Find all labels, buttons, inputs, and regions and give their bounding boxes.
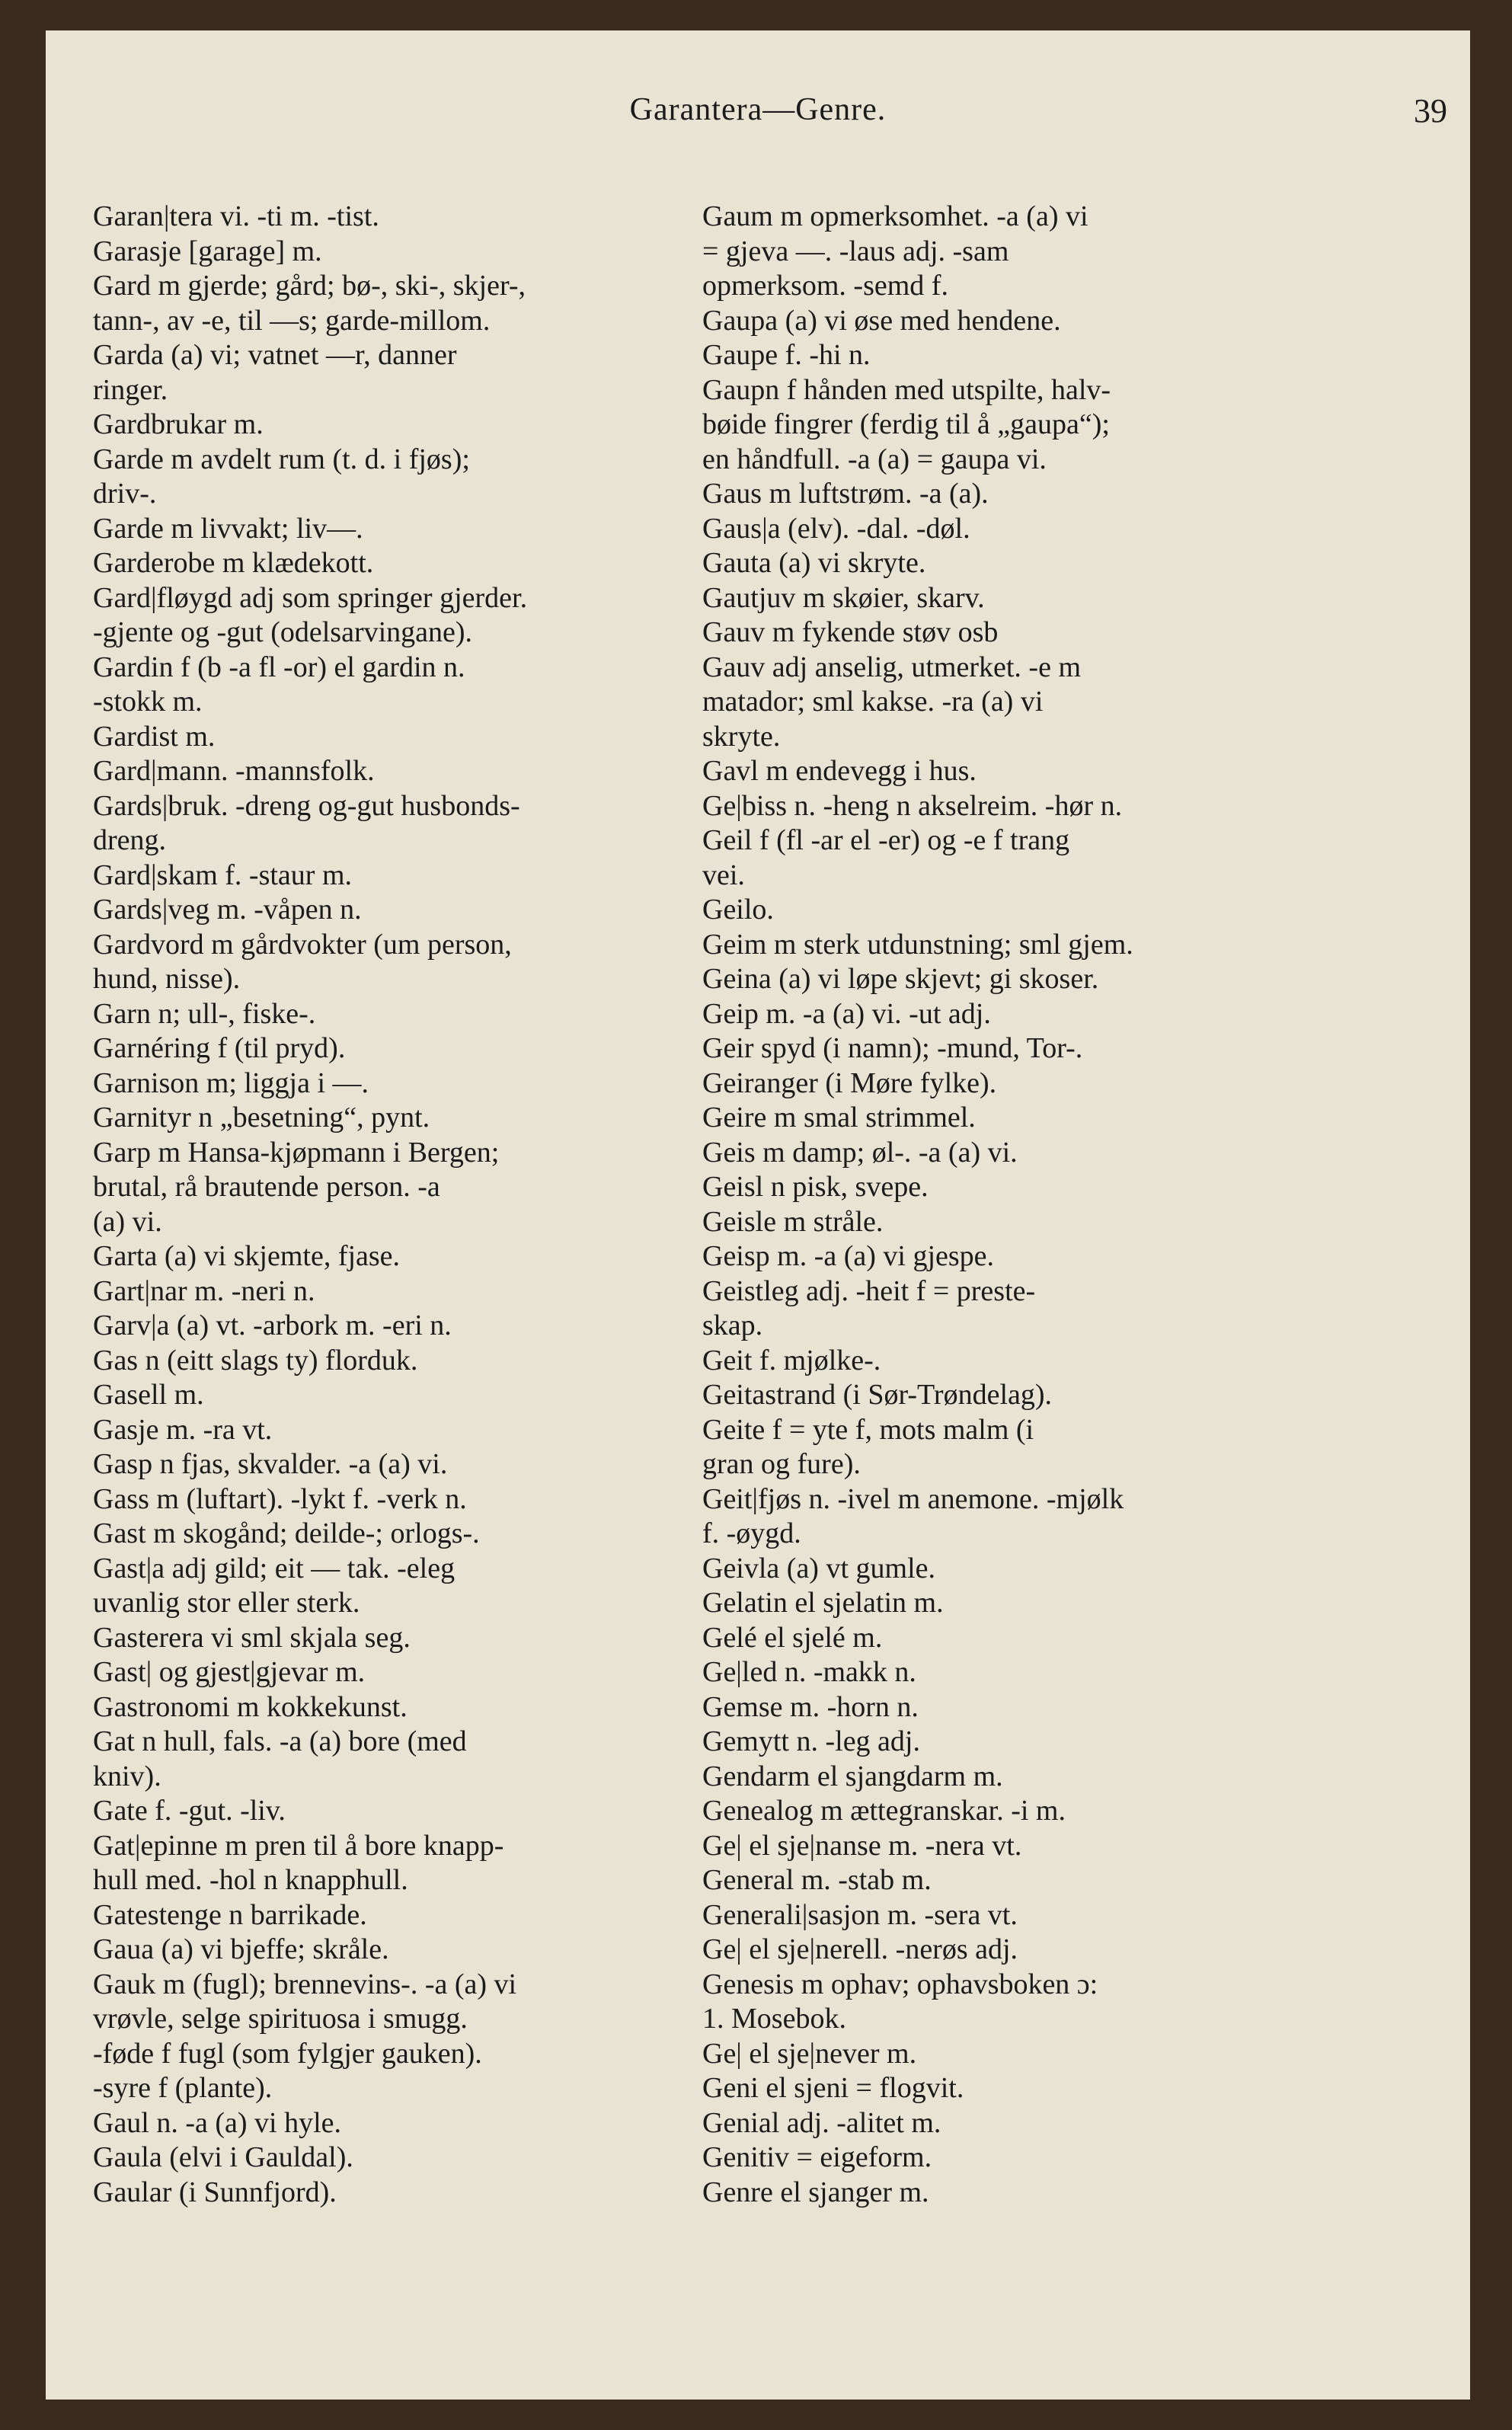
- dictionary-line: Garda (a) vi; vatnet —r, danner: [93, 339, 457, 371]
- left-column: [93, 200, 740, 2317]
- dictionary-line: Gass m (luftart). -lykt f. -verk n.: [93, 1482, 467, 1515]
- dictionary-line: Geis m damp; øl-. -a (a) vi.: [702, 1136, 1018, 1169]
- dictionary-line: Gate f. -gut. -liv.: [93, 1795, 286, 1827]
- dictionary-line: bøide fingrer (ferdig til å „gaupa“);: [702, 408, 1110, 440]
- dictionary-line: Gards|bruk. -dreng og-gut husbonds-: [93, 789, 520, 822]
- dictionary-line: driv-.: [93, 478, 157, 510]
- dictionary-line: Gaula (elvi i Gauldal).: [93, 2141, 353, 2173]
- dictionary-line: Garta (a) vi skjemte, fjase.: [93, 1240, 401, 1272]
- dictionary-line: Gasterera vi sml skjala seg.: [93, 1621, 411, 1654]
- dictionary-line: vei.: [702, 858, 745, 891]
- dictionary-line: = gjeva —. -laus adj. -sam: [702, 235, 1009, 267]
- dictionary-line: -føde f fugl (som fylgjer gauken).: [93, 2037, 482, 2070]
- dictionary-line: Gauta (a) vi skryte.: [702, 547, 926, 579]
- dictionary-line: Gemytt n. -leg adj.: [702, 1725, 920, 1757]
- dictionary-line: Geisl n pisk, svepe.: [702, 1171, 929, 1203]
- dictionary-line: Garan|tera vi. -ti m. -tist.: [93, 200, 379, 232]
- dictionary-line: -stokk m.: [93, 686, 203, 718]
- dictionary-line: Gaua (a) vi bjeffe; skråle.: [93, 1933, 389, 1965]
- dictionary-line: Gards|veg m. -våpen n.: [93, 894, 362, 926]
- dictionary-line: Geir spyd (i namn); -mund, Tor-.: [702, 1032, 1083, 1064]
- dictionary-line: Genitiv = eigeform.: [702, 2141, 932, 2173]
- dictionary-line: Gavl m endevegg i hus.: [702, 755, 977, 787]
- page-header: [46, 91, 1470, 152]
- dictionary-line: Geim m sterk utdunstning; sml gjem.: [702, 928, 1133, 961]
- dictionary-line: Gaupn f hånden med utspilte, halv-: [702, 373, 1111, 406]
- dictionary-line: Ge| el sje|nerell. -nerøs adj.: [702, 1933, 1018, 1965]
- dictionary-line: hull med. -hol n knapphull.: [93, 1864, 408, 1896]
- dictionary-line: Genealog m ættegranskar. -i m.: [702, 1795, 1066, 1827]
- dictionary-line: kniv).: [93, 1760, 161, 1792]
- dictionary-line: Gelé el sjelé m.: [702, 1621, 883, 1654]
- dictionary-line: en håndfull. -a (a) = gaupa vi.: [702, 443, 1047, 475]
- dictionary-line: -syre f (plante).: [93, 2072, 273, 2104]
- dictionary-line: Gelatin el sjelatin m.: [702, 1587, 944, 1619]
- dictionary-line: Garde m avdelt rum (t. d. i fjøs);: [93, 443, 470, 475]
- dictionary-line: Garv|a (a) vt. -arbork m. -eri n.: [93, 1309, 452, 1341]
- dictionary-line: Geina (a) vi løpe skjevt; gi skoser.: [702, 963, 1099, 995]
- dictionary-line: Ge| el sje|never m.: [702, 2037, 917, 2070]
- dictionary-line: Genial adj. -alitet m.: [702, 2106, 941, 2139]
- dictionary-line: uvanlig stor eller sterk.: [93, 1587, 360, 1619]
- dictionary-line: Gauv adj anselig, utmerket. -e m: [702, 651, 1082, 683]
- right-column: [702, 200, 1380, 2317]
- running-title: Garantera—Genre.: [629, 92, 887, 127]
- dictionary-line: Gasje m. -ra vt.: [93, 1413, 273, 1446]
- dictionary-line: Gasell m.: [93, 1379, 204, 1411]
- dictionary-line: matador; sml kakse. -ra (a) vi: [702, 686, 1044, 718]
- dictionary-line: Garnison m; liggja i —.: [93, 1066, 369, 1099]
- dictionary-line: Geire m smal strimmel.: [702, 1101, 976, 1133]
- dictionary-line: Gardbrukar m.: [93, 408, 264, 440]
- dictionary-line: Geivla (a) vt gumle.: [702, 1552, 936, 1584]
- dictionary-line: Garp m Hansa-kjøpmann i Bergen;: [93, 1136, 500, 1169]
- dictionary-line: Gaus m luftstrøm. -a (a).: [702, 478, 989, 510]
- dictionary-line: Gautjuv m skøier, skarv.: [702, 581, 985, 614]
- dictionary-line: Geisp m. -a (a) vi gjespe.: [702, 1240, 995, 1272]
- dictionary-line: Gardvord m gårdvokter (um person,: [93, 928, 512, 961]
- dictionary-line: ringer.: [93, 373, 168, 406]
- dictionary-line: gran og fure).: [702, 1448, 861, 1480]
- dictionary-line: Genre el sjanger m.: [702, 2176, 929, 2208]
- dictionary-line: Gard|fløygd adj som springer gjerder.: [93, 581, 528, 614]
- dictionary-line: Gardist m.: [93, 720, 216, 753]
- dictionary-page: [46, 30, 1470, 2400]
- dictionary-line: skryte.: [702, 720, 781, 753]
- dictionary-line: vrøvle, selge spirituosa i smugg.: [93, 2003, 468, 2035]
- dictionary-line: Garn n; ull-, fiske-.: [93, 997, 316, 1030]
- dictionary-line: Geit|fjøs n. -ivel m anemone. -mjølk: [702, 1482, 1124, 1515]
- dictionary-line: Generali|sasjon m. -sera vt.: [702, 1898, 1018, 1931]
- dictionary-line: Garnéring f (til pryd).: [93, 1032, 346, 1064]
- dictionary-line: Ge|biss n. -heng n akselreim. -hør n.: [702, 789, 1123, 822]
- dictionary-line: Geisle m stråle.: [702, 1205, 884, 1238]
- dictionary-line: dreng.: [93, 824, 167, 856]
- dictionary-line: Gaul n. -a (a) vi hyle.: [93, 2106, 342, 2139]
- dictionary-line: tann-, av -e, til —s; garde-millom.: [93, 304, 491, 337]
- dictionary-line: Geite f = yte f, mots malm (i: [702, 1413, 1034, 1446]
- dictionary-line: Gatestenge n barrikade.: [93, 1898, 367, 1931]
- dictionary-line: Gendarm el sjangdarm m.: [702, 1760, 1003, 1792]
- dictionary-line: Gart|nar m. -neri n.: [93, 1274, 315, 1307]
- page-number: 39: [1414, 92, 1447, 129]
- dictionary-line: skap.: [702, 1309, 763, 1341]
- dictionary-line: General m. -stab m.: [702, 1864, 932, 1896]
- dictionary-line: Geiranger (i Møre fylke).: [702, 1066, 997, 1099]
- dictionary-line: Gas n (eitt slags ty) florduk.: [93, 1344, 418, 1376]
- dictionary-line: Gast m skogånd; deilde-; orlogs-.: [93, 1517, 480, 1549]
- dictionary-line: hund, nisse).: [93, 963, 241, 995]
- dictionary-line: (a) vi.: [93, 1205, 162, 1238]
- dictionary-line: Gard m gjerde; gård; bø-, ski-, skjer-,: [93, 270, 526, 302]
- dictionary-line: Gaupe f. -hi n.: [702, 339, 871, 371]
- dictionary-line: Gauk m (fugl); brennevins-. -a (a) vi: [93, 1968, 517, 2000]
- dictionary-line: Geitastrand (i Sør-Trøndelag).: [702, 1379, 1053, 1411]
- dictionary-line: Ge| el sje|nanse m. -nera vt.: [702, 1829, 1022, 1862]
- dictionary-line: 1. Mosebok.: [702, 2003, 846, 2035]
- dictionary-line: f. -øygd.: [702, 1517, 801, 1549]
- dictionary-line: Gaus|a (elv). -dal. -døl.: [702, 512, 970, 545]
- dictionary-line: Garasje [garage] m.: [93, 235, 322, 267]
- dictionary-line: Gasp n fjas, skvalder. -a (a) vi.: [93, 1448, 448, 1480]
- dictionary-line: -gjente og -gut (odelsarvingane).: [93, 616, 473, 648]
- dictionary-line: Gast|a adj gild; eit — tak. -eleg: [93, 1552, 456, 1584]
- dictionary-line: Garnityr n „besetning“, pynt.: [93, 1101, 430, 1133]
- dictionary-line: Gastronomi m kokkekunst.: [93, 1690, 408, 1723]
- dictionary-line: Geilo.: [702, 894, 774, 926]
- dictionary-line: opmerksom. -semd f.: [702, 270, 948, 302]
- dictionary-line: Geni el sjeni = flogvit.: [702, 2072, 964, 2104]
- dictionary-line: Gat n hull, fals. -a (a) bore (med: [93, 1725, 467, 1757]
- dictionary-line: Gaupa (a) vi øse med hendene.: [702, 304, 1061, 337]
- dictionary-line: Garde m livvakt; liv—.: [93, 512, 363, 545]
- dictionary-line: Gardin f (b -a fl -or) el gardin n.: [93, 651, 465, 683]
- dictionary-line: Geip m. -a (a) vi. -ut adj.: [702, 997, 991, 1030]
- dictionary-line: Gaum m opmerksomhet. -a (a) vi: [702, 200, 1088, 232]
- dictionary-line: Gemse m. -horn n.: [702, 1690, 919, 1723]
- dictionary-line: Geit f. mjølke-.: [702, 1344, 881, 1376]
- dictionary-line: Gauv m fykende støv osb: [702, 616, 999, 648]
- dictionary-line: Ge|led n. -makk n.: [702, 1656, 916, 1688]
- dictionary-line: Gaular (i Sunnfjord).: [93, 2176, 337, 2208]
- dictionary-line: Geil f (fl -ar el -er) og -e f trang: [702, 824, 1070, 856]
- dictionary-line: brutal, rå brautende person. -a: [93, 1171, 440, 1203]
- dictionary-line: Gard|skam f. -staur m.: [93, 858, 353, 891]
- dictionary-line: Gard|mann. -mannsfolk.: [93, 755, 375, 787]
- dictionary-line: Gat|epinne m pren til å bore knapp-: [93, 1829, 504, 1862]
- dictionary-line: Genesis m ophav; ophavsboken ɔ:: [702, 1968, 1098, 2000]
- dictionary-line: Garderobe m klædekott.: [93, 547, 374, 579]
- dictionary-line: Gast| og gjest|gjevar m.: [93, 1656, 366, 1688]
- dictionary-line: Geistleg adj. -heit f = preste-: [702, 1274, 1036, 1307]
